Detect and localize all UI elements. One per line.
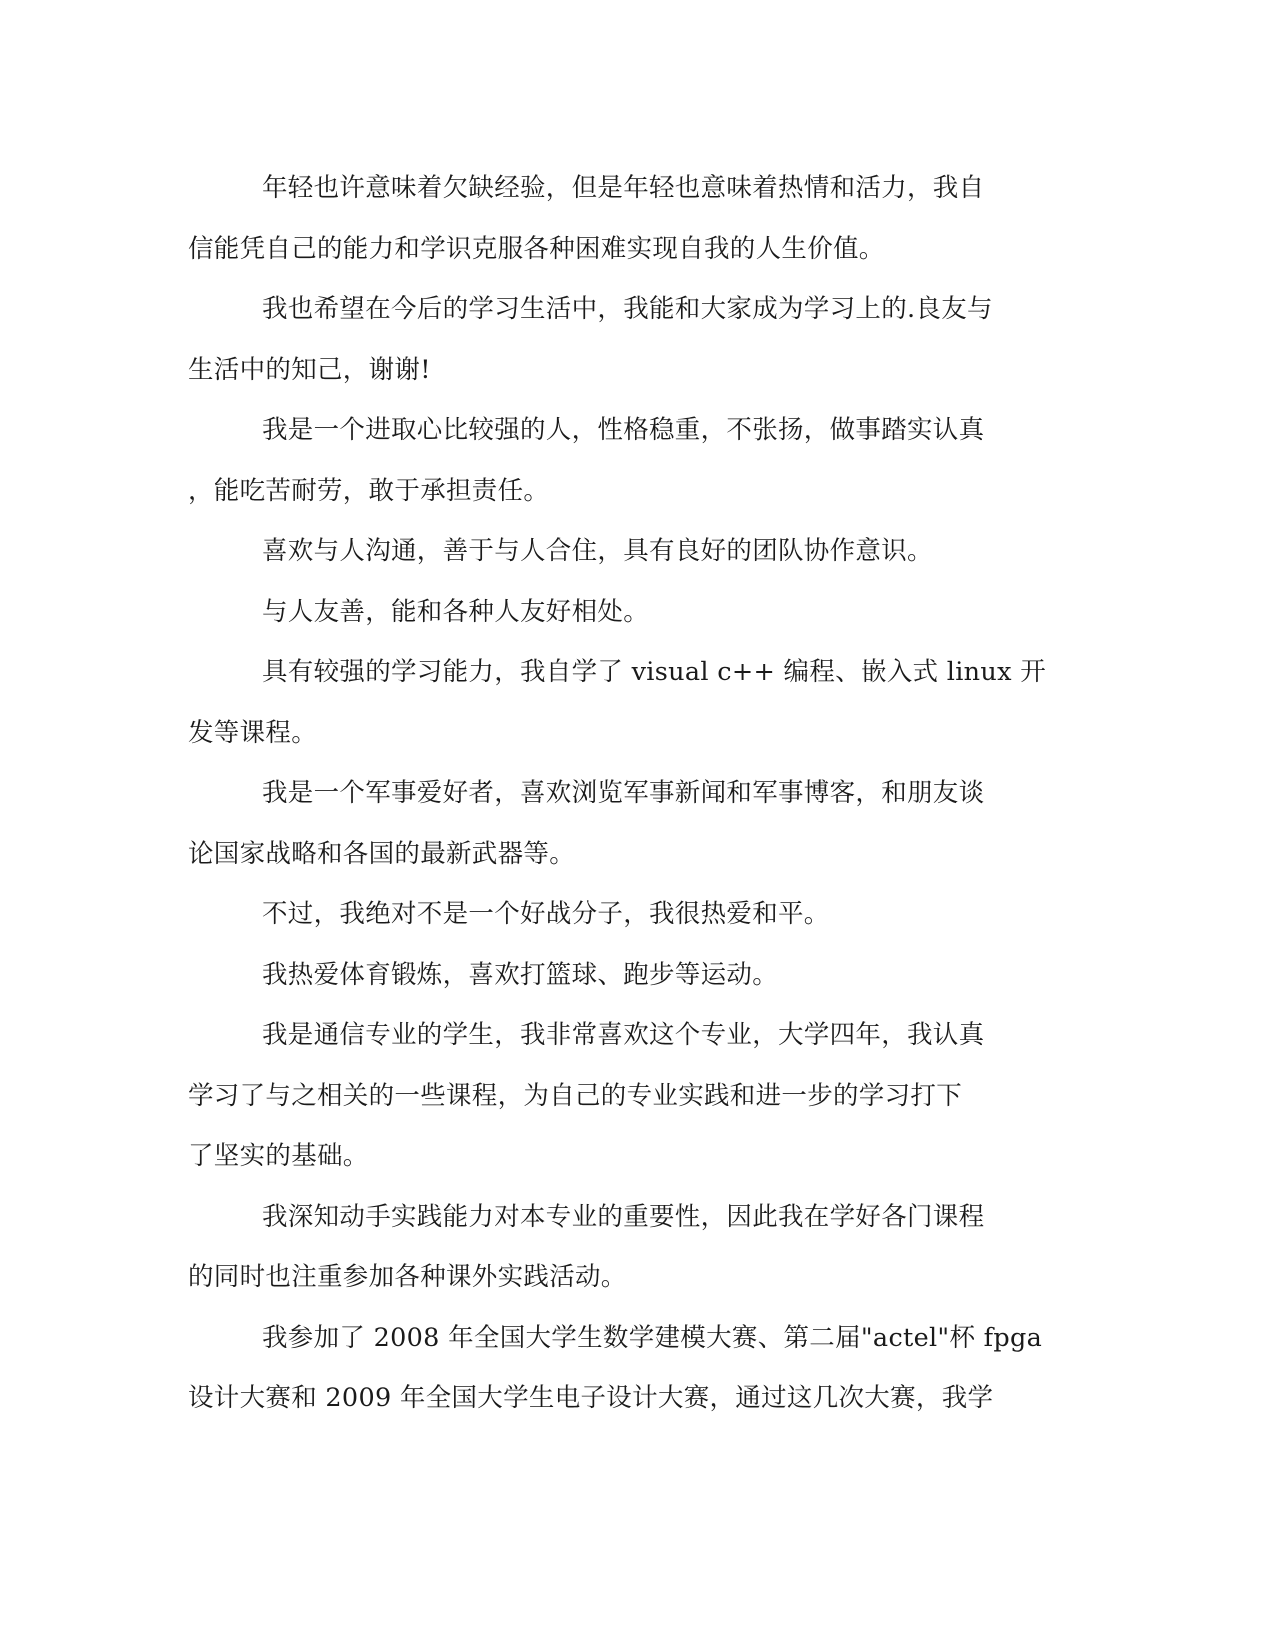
text-line: 我是通信专业的学生，我非常喜欢这个专业，大学四年，我认真	[262, 1020, 985, 1050]
text-line: 我参加了 2008 年全国大学生数学建模大赛、第二届"actel"杯 fpga	[262, 1322, 1043, 1353]
text-line: 我深知动手实践能力对本专业的重要性，因此我在学好各门课程	[262, 1201, 985, 1232]
text-line: 发等课程。	[188, 717, 318, 748]
text-line: 生活中的知己，谢谢!	[188, 354, 431, 385]
text-line: 年轻也许意味着欠缺经验，但是年轻也意味着热情和活力，我自	[262, 173, 985, 203]
text-line: 了坚实的基础。	[188, 1141, 369, 1171]
text-line: 与人友善，能和各种人友好相处。	[262, 596, 650, 627]
document-body	[188, 158, 1088, 1429]
text-line: 喜欢与人沟通，善于与人合住，具有良好的团队协作意识。	[262, 536, 933, 566]
text-line: 我热爱体育锻炼，喜欢打篮球、跑步等运动。	[262, 959, 779, 990]
text-line: 学习了与之相关的一些课程，为自己的专业实践和进一步的学习打下	[188, 1080, 963, 1111]
text-line: ，能吃苦耐劳，敢于承担责任。	[188, 475, 550, 506]
text-line: 具有较强的学习能力，我自学了 visual c++ 编程、嵌入式 linux 开	[262, 657, 1047, 687]
text-line: 论国家战略和各国的最新武器等。	[188, 838, 576, 869]
text-line: 信能凭自己的能力和学识克服各种困难实现自我的人生价值。	[188, 233, 885, 264]
text-line: 我也希望在今后的学习生活中，我能和大家成为学习上的.良友与	[262, 294, 993, 324]
text-line: 设计大赛和 2009 年全国大学生电子设计大赛，通过这几次大赛，我学	[188, 1383, 994, 1413]
text-line: 的同时也注重参加各种课外实践活动。	[188, 1262, 627, 1292]
text-line: 不过，我绝对不是一个好战分子，我很热爱和平。	[262, 899, 830, 929]
text-line: 我是一个进取心比较强的人，性格稳重，不张扬，做事踏实认真	[262, 415, 985, 445]
text-line: 我是一个军事爱好者，喜欢浏览军事新闻和军事博客，和朋友谈	[262, 778, 985, 808]
